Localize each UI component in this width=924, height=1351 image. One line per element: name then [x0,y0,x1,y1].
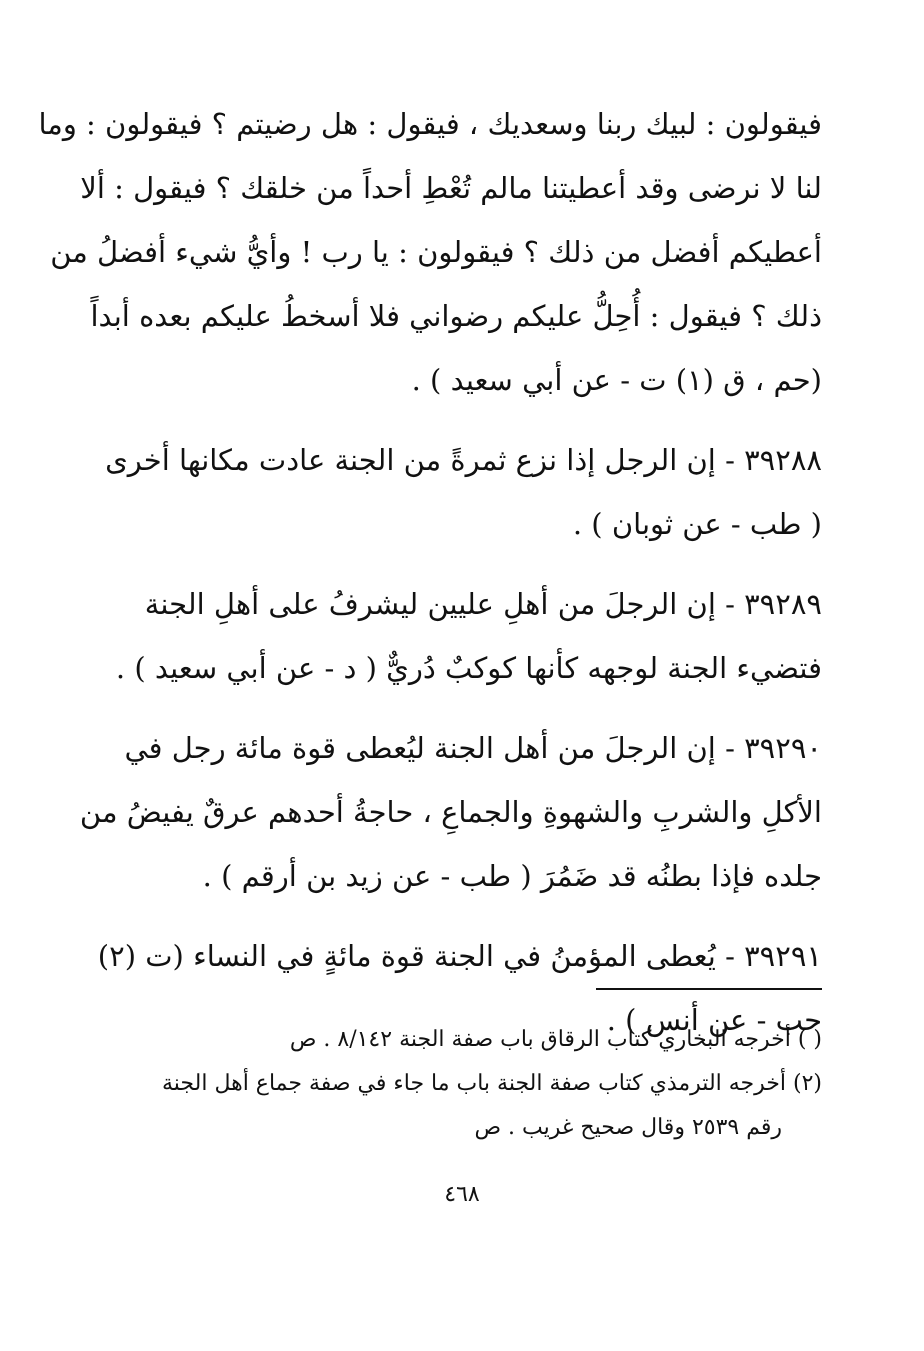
hadith-39288 [100,428,822,556]
footnote-2: (٢) أخرجه الترمذي كتاب صفة الجنة باب ما جاء في صفة جماع أهل الجنة [162,1071,822,1096]
text-line: ٣٩٢٩٠ - إن الرجلَ من أهل الجنة ليُعطى قوة مائة رجل في [124,731,822,765]
footnotes [100,1018,822,1150]
main-text [38,92,822,1052]
text-line: الأكلِ والشربِ والشهوةِ والجماعِ ، حاجةُ أحدهم عرقٌ يفيضُ من [79,795,822,829]
text-line: ( طب - عن ثوبان ) . [572,507,822,541]
text-line: ٣٩٢٩١ - يُعطى المؤمنُ في الجنة قوة مائةٍ في النساء (ت (٢) [97,939,822,973]
hadith-39290 [79,716,822,908]
text-line: ٣٩٢٨٩ - إن الرجلَ من أهلِ عليين ليشرفُ على أهلِ الجنة [144,587,822,621]
text-line: فتضيء الجنة لوجهه كأنها كوكبٌ دُريٌّ ( د - عن أبي سعيد ) . [115,651,822,685]
footnote-2-continuation: رقم ٢٥٣٩ وقال صحيح غريب . ص [474,1115,782,1140]
footnote-divider [596,988,822,990]
page-number: ٤٦٨ [444,1182,480,1207]
text-line: فيقولون : لبيك ربنا وسعديك ، فيقول : هل رضيتم ؟ فيقولون : وما [38,107,822,141]
text-line: ذلك ؟ فيقول : أُحِلُّ عليكم رضواني فلا أسخطُ عليكم بعده أبداً [90,299,822,333]
text-line: لنا لا نرضى وقد أعطيتنا مالم تُعْطِ أحداً من خلقك ؟ فيقول : ألا [80,171,822,205]
text-line: (حم ، ق (١) ت - عن أبي سعيد ) . [411,363,822,397]
text-line: جلده فإذا بطنُه قد ضَمُرَ ( طب - عن زيد بن أرقم ) . [202,859,822,893]
hadith-39289 [100,572,822,700]
text-line: حب - عن أنس ) . [606,1003,822,1037]
text-line: أعطيكم أفضل من ذلك ؟ فيقولون : يا رب ! وأيُّ شيء أفضلُ من [50,235,822,269]
text-line: ٣٩٢٨٨ - إن الرجل إذا نزع ثمرةً من الجنة عادت مكانها أخرى [105,443,822,477]
hadith-continuation [38,92,822,412]
footnote-1: ( ) أخرجه البخاري كتاب الرقاق باب صفة الجنة ٨/١٤٢ . ص [289,1027,822,1052]
